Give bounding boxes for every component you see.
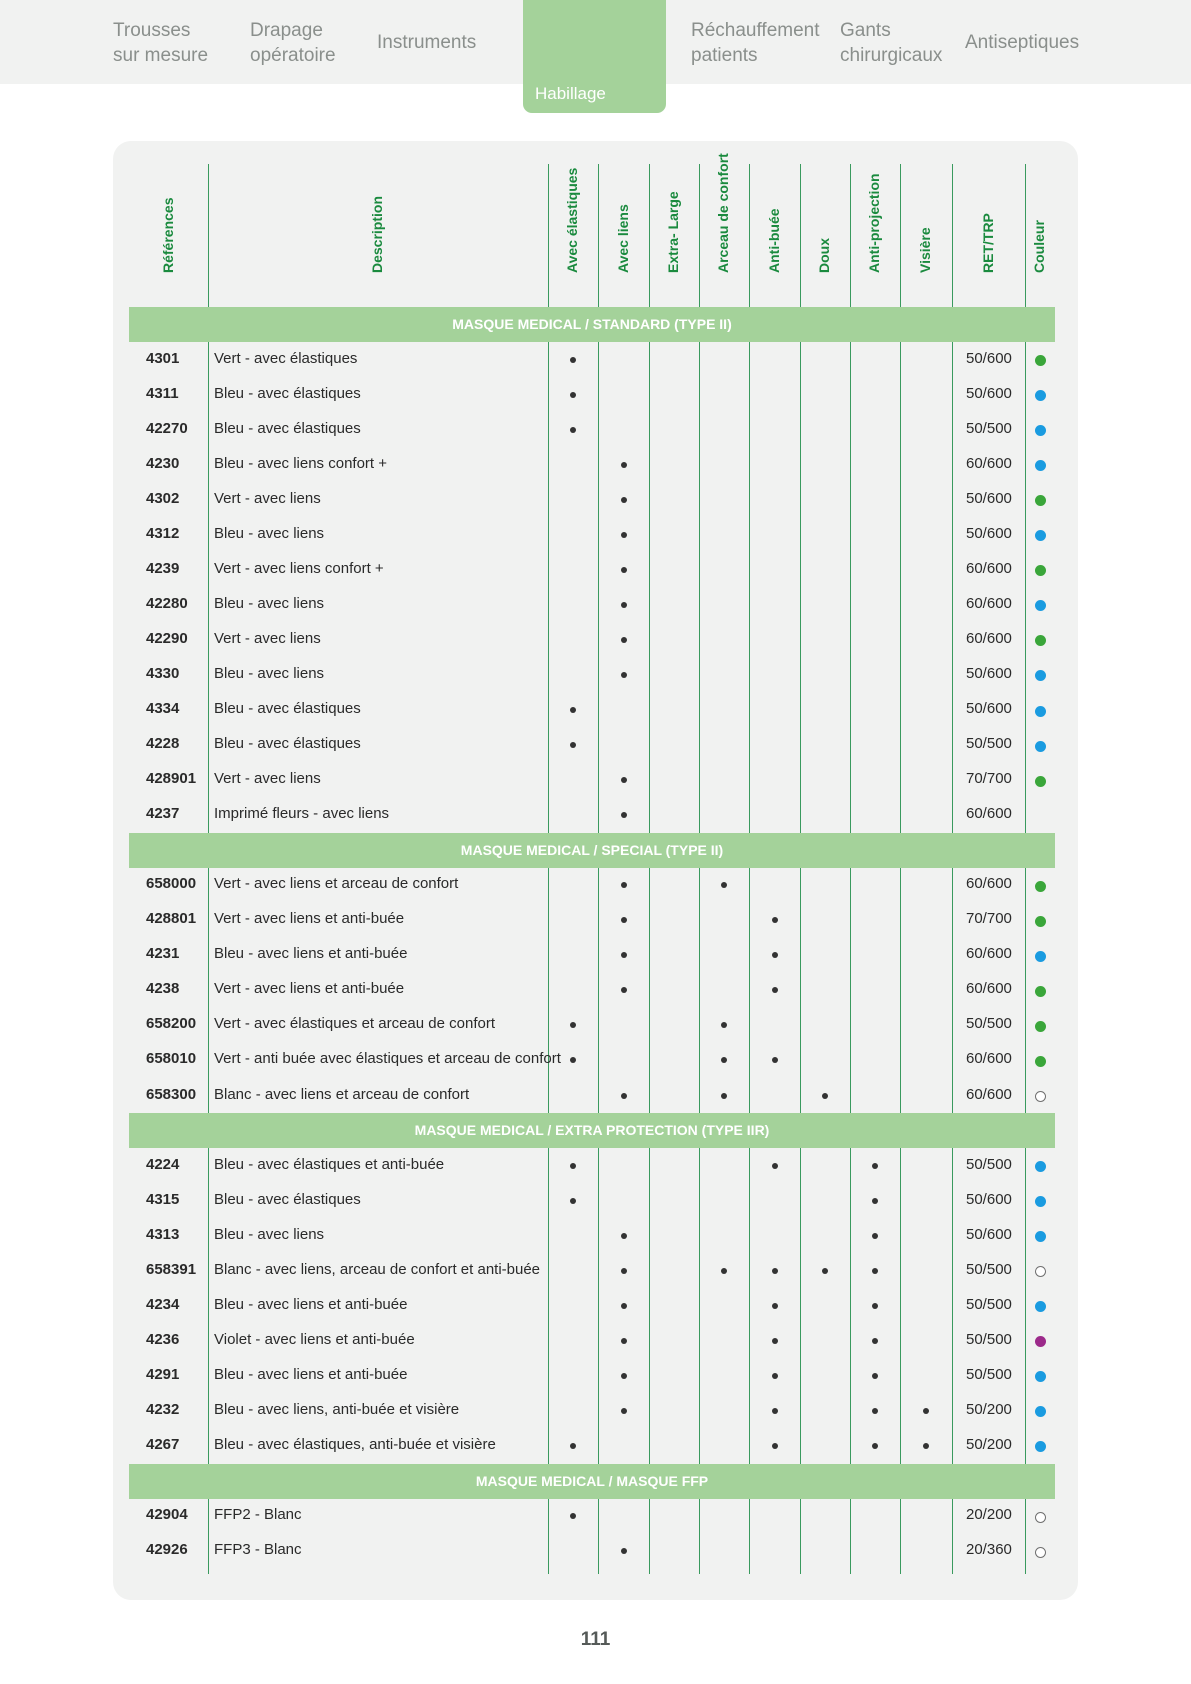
feature-dot: [621, 1303, 627, 1309]
column-rule: [1025, 164, 1026, 1574]
description-cell: Bleu - avec élastiques, anti-buée et visière: [214, 1435, 496, 1453]
feature-dot: [872, 1233, 878, 1239]
description-cell: Vert - avec liens et anti-buée: [214, 980, 405, 998]
feature-dot: [570, 357, 576, 363]
ret-trp-cell: 50/200: [966, 1400, 1012, 1418]
column-rule: [900, 164, 901, 1574]
feature-dot: [772, 1443, 778, 1449]
tab-rechauffement[interactable]: Réchauffement patients: [691, 20, 820, 66]
ret-trp-cell: 70/700: [966, 910, 1012, 928]
column-header: [208, 164, 548, 307]
ret-trp-cell: 50/500: [966, 1295, 1012, 1313]
column-rule: [850, 164, 851, 1574]
column-header: [129, 164, 208, 307]
tab-habillage-label: Habillage: [535, 84, 606, 103]
reference-cell: 4238: [146, 980, 180, 998]
ret-trp-cell: 60/600: [966, 875, 1012, 893]
color-swatch-vert: [1035, 1021, 1046, 1032]
ret-trp-cell: 50/500: [966, 1365, 1012, 1383]
feature-dot: [772, 1163, 778, 1169]
column-rule: [649, 164, 650, 1574]
ret-trp-cell: 60/600: [966, 1085, 1012, 1103]
feature-dot: [621, 1373, 627, 1379]
color-swatch-violet: [1035, 1336, 1046, 1347]
description-cell: Vert - avec élastiques: [214, 349, 358, 367]
color-swatch-bleu: [1035, 1231, 1046, 1242]
reference-cell: 658010: [146, 1050, 197, 1068]
feature-dot: [570, 1163, 576, 1169]
color-swatch-vert: [1035, 881, 1046, 892]
reference-cell: 4236: [146, 1330, 180, 1348]
ret-trp-cell: 60/600: [966, 1050, 1012, 1068]
reference-cell: 4232: [146, 1400, 180, 1418]
reference-cell: 42290: [146, 629, 188, 647]
column-header: [800, 164, 850, 307]
feature-dot: [621, 602, 627, 608]
feature-dot: [772, 1373, 778, 1379]
color-swatch-vert: [1035, 776, 1046, 787]
feature-dot: [872, 1268, 878, 1274]
ret-trp-cell: 50/600: [966, 1225, 1012, 1243]
feature-dot: [621, 1093, 627, 1099]
feature-dot: [822, 1268, 828, 1274]
ret-trp-cell: 60/600: [966, 559, 1012, 577]
ret-trp-cell: 50/600: [966, 489, 1012, 507]
tab-habillage[interactable]: [523, 0, 666, 113]
feature-dot: [621, 1233, 627, 1239]
feature-dot: [621, 497, 627, 503]
color-swatch-bleu: [1035, 390, 1046, 401]
description-cell: Bleu - avec liens: [214, 594, 325, 612]
feature-dot: [570, 1513, 576, 1519]
reference-cell: 658300: [146, 1085, 197, 1103]
description-cell: Vert - avec liens et arceau de confort: [214, 875, 459, 893]
feature-dot: [621, 1268, 627, 1274]
color-swatch-bleu: [1035, 741, 1046, 752]
description-cell: Bleu - avec liens: [214, 664, 325, 682]
column-header-label: Arceau de confort: [715, 153, 731, 273]
feature-dot: [570, 707, 576, 713]
ret-trp-cell: 50/200: [966, 1435, 1012, 1453]
column-header-label: Visière: [917, 227, 933, 273]
feature-dot: [621, 1408, 627, 1414]
reference-cell: 42904: [146, 1506, 188, 1524]
reference-cell: 4334: [146, 700, 180, 718]
column-header-label: Avec liens: [614, 204, 631, 273]
column-header-label: Couleur: [1031, 220, 1047, 273]
description-cell: Blanc - avec liens, arceau de confort et anti-buée: [214, 1260, 541, 1278]
column-header: [699, 153, 749, 307]
ret-trp-cell: 70/700: [966, 770, 1012, 788]
ret-trp-cell: 60/600: [966, 805, 1012, 823]
color-swatch-bleu: [1035, 1196, 1046, 1207]
color-swatch-vert: [1035, 916, 1046, 927]
color-swatch-bleu: [1035, 1371, 1046, 1382]
ret-trp-cell: 50/600: [966, 524, 1012, 542]
color-swatch-vert: [1035, 1056, 1046, 1067]
feature-dot: [923, 1408, 929, 1414]
color-swatch-bleu: [1035, 1301, 1046, 1312]
description-cell: FFP2 - Blanc: [214, 1506, 302, 1524]
ret-trp-cell: 50/500: [966, 419, 1012, 437]
feature-dot: [872, 1198, 878, 1204]
column-rule: [548, 164, 549, 1574]
reference-cell: 42280: [146, 594, 188, 612]
ret-trp-cell: 50/600: [966, 664, 1012, 682]
color-swatch-bleu: [1035, 1161, 1046, 1172]
tab-gants[interactable]: Gants chirurgicaux: [840, 20, 943, 66]
ret-trp-cell: 50/600: [966, 1190, 1012, 1208]
feature-dot: [872, 1303, 878, 1309]
feature-dot: [621, 532, 627, 538]
reference-cell: 4301: [146, 349, 180, 367]
color-swatch-vert: [1035, 495, 1046, 506]
column-header: [598, 164, 649, 307]
feature-dot: [872, 1373, 878, 1379]
ret-trp-cell: 50/500: [966, 1330, 1012, 1348]
column-header: [900, 164, 952, 307]
column-header-label: Description: [369, 195, 385, 273]
reference-cell: 4231: [146, 945, 180, 963]
color-swatch-blanc: [1035, 1091, 1046, 1102]
ret-trp-cell: 20/200: [966, 1506, 1012, 1524]
color-swatch-bleu: [1035, 1406, 1046, 1417]
color-swatch-blanc: [1035, 1512, 1046, 1523]
feature-dot: [772, 1303, 778, 1309]
feature-dot: [570, 392, 576, 398]
description-cell: Bleu - avec liens: [214, 524, 325, 542]
column-header-label: RET/TRP: [979, 213, 996, 273]
feature-dot: [570, 427, 576, 433]
description-cell: Blanc - avec liens et arceau de confort: [214, 1085, 470, 1103]
column-rule: [952, 164, 953, 1574]
reference-cell: 4312: [146, 524, 180, 542]
color-swatch-vert: [1035, 986, 1046, 997]
column-rule: [800, 164, 801, 1574]
description-cell: FFP3 - Blanc: [214, 1541, 302, 1559]
reference-cell: 428801: [146, 910, 197, 928]
reference-cell: 42270: [146, 419, 188, 437]
description-cell: Bleu - avec élastiques: [214, 1190, 361, 1208]
feature-dot: [621, 637, 627, 643]
ret-trp-cell: 50/500: [966, 735, 1012, 753]
reference-cell: 4267: [146, 1435, 180, 1453]
column-header: [749, 164, 800, 307]
reference-cell: 4330: [146, 664, 180, 682]
color-swatch-bleu: [1035, 670, 1046, 681]
reference-cell: 4228: [146, 735, 180, 753]
description-cell: Bleu - avec élastiques: [214, 384, 361, 402]
column-header: [952, 164, 1025, 307]
feature-dot: [621, 917, 627, 923]
description-cell: Imprimé fleurs - avec liens: [214, 805, 390, 823]
feature-dot: [621, 777, 627, 783]
color-swatch-bleu: [1035, 951, 1046, 962]
ret-trp-cell: 60/600: [966, 629, 1012, 647]
column-rule: [749, 164, 750, 1574]
description-cell: Bleu - avec liens et anti-buée: [214, 945, 408, 963]
description-cell: Vert - avec élastiques et arceau de confort: [214, 1015, 495, 1033]
reference-cell: 658000: [146, 875, 197, 893]
feature-dot: [772, 1408, 778, 1414]
feature-dot: [923, 1443, 929, 1449]
color-swatch-vert: [1035, 355, 1046, 366]
feature-dot: [570, 1198, 576, 1204]
column-header-label: Anti-buée: [765, 208, 782, 273]
feature-dot: [621, 987, 627, 993]
reference-cell: 4313: [146, 1225, 180, 1243]
feature-dot: [621, 1338, 627, 1344]
column-header-label: Avec élastiques: [564, 167, 580, 273]
description-cell: Vert - avec liens et anti-buée: [214, 910, 405, 928]
feature-dot: [872, 1408, 878, 1414]
color-swatch-bleu: [1035, 425, 1046, 436]
feature-dot: [772, 952, 778, 958]
ret-trp-cell: 20/360: [966, 1541, 1012, 1559]
feature-dot: [872, 1443, 878, 1449]
ret-trp-cell: 50/600: [966, 384, 1012, 402]
section-header: MASQUE MEDICAL / MASQUE FFP: [129, 1464, 1055, 1499]
reference-cell: 428901: [146, 770, 197, 788]
feature-dot: [721, 1093, 727, 1099]
feature-dot: [621, 1548, 627, 1554]
column-header-label: Anti-projection: [866, 173, 882, 273]
feature-dot: [621, 812, 627, 818]
color-swatch-bleu: [1035, 1441, 1046, 1452]
ret-trp-cell: 50/500: [966, 1155, 1012, 1173]
ret-trp-cell: 50/600: [966, 700, 1012, 718]
reference-cell: 42926: [146, 1541, 188, 1559]
color-swatch-bleu: [1035, 600, 1046, 611]
reference-cell: 4302: [146, 489, 180, 507]
column-rule: [208, 164, 209, 1574]
ret-trp-cell: 60/600: [966, 980, 1012, 998]
description-cell: Vert - anti buée avec élastiques et arceau de confort: [214, 1050, 561, 1068]
reference-cell: 658200: [146, 1015, 197, 1033]
description-cell: Bleu - avec liens et anti-buée: [214, 1295, 408, 1313]
column-header: [548, 164, 598, 307]
reference-cell: 658391: [146, 1260, 197, 1278]
section-header: MASQUE MEDICAL / SPECIAL (TYPE II): [129, 833, 1055, 868]
description-cell: Bleu - avec liens confort +: [214, 454, 388, 472]
color-swatch-blanc: [1035, 1266, 1046, 1277]
feature-dot: [872, 1338, 878, 1344]
description-cell: Bleu - avec liens, anti-buée et visière: [214, 1400, 460, 1418]
color-swatch-blanc: [1035, 1547, 1046, 1558]
feature-dot: [772, 917, 778, 923]
feature-dot: [872, 1163, 878, 1169]
reference-cell: 4311: [146, 384, 179, 402]
description-cell: Bleu - avec liens et anti-buée: [214, 1365, 408, 1383]
description-cell: Vert - avec liens: [214, 770, 321, 788]
page-number: 111: [580, 1629, 611, 1650]
reference-cell: 4237: [146, 805, 180, 823]
description-cell: Vert - avec liens: [214, 629, 321, 647]
section-header: MASQUE MEDICAL / EXTRA PROTECTION (TYPE IIR): [129, 1113, 1055, 1148]
color-swatch-bleu: [1035, 460, 1046, 471]
tab-instruments[interactable]: Instruments: [377, 32, 477, 53]
ret-trp-cell: 50/600: [966, 349, 1012, 367]
color-swatch-vert: [1035, 565, 1046, 576]
column-header: [850, 164, 900, 307]
column-rule: [598, 164, 599, 1574]
description-cell: Bleu - avec élastiques: [214, 700, 361, 718]
description-cell: Violet - avec liens et anti-buée: [214, 1330, 415, 1348]
feature-dot: [772, 987, 778, 993]
column-header: [649, 164, 699, 307]
ret-trp-cell: 60/600: [966, 594, 1012, 612]
tab-drapage[interactable]: Drapage opératoire: [250, 20, 336, 66]
description-cell: Bleu - avec liens: [214, 1225, 325, 1243]
reference-cell: 4230: [146, 454, 180, 472]
column-rule: [699, 164, 700, 1574]
feature-dot: [772, 1338, 778, 1344]
column-header-label: Extra- Large: [665, 191, 681, 273]
reference-cell: 4239: [146, 559, 180, 577]
ret-trp-cell: 60/600: [966, 945, 1012, 963]
tab-trousses[interactable]: Trousses sur mesure: [113, 20, 209, 66]
feature-dot: [621, 567, 627, 573]
column-header: [1025, 164, 1055, 307]
description-cell: Vert - avec liens confort +: [214, 559, 384, 577]
column-header-label: Références: [159, 197, 176, 273]
description-cell: Bleu - avec élastiques: [214, 735, 361, 753]
ret-trp-cell: 60/600: [966, 454, 1012, 472]
color-swatch-bleu: [1035, 706, 1046, 717]
color-swatch-bleu: [1035, 530, 1046, 541]
description-cell: Bleu - avec élastiques et anti-buée: [214, 1155, 445, 1173]
reference-cell: 4224: [146, 1155, 180, 1173]
feature-dot: [822, 1093, 828, 1099]
section-header: MASQUE MEDICAL / STANDARD (TYPE II): [129, 307, 1055, 342]
feature-dot: [721, 1268, 727, 1274]
reference-cell: 4291: [146, 1365, 180, 1383]
ret-trp-cell: 50/500: [966, 1015, 1012, 1033]
feature-dot: [772, 1268, 778, 1274]
reference-cell: 4315: [146, 1190, 180, 1208]
description-cell: Vert - avec liens: [214, 489, 321, 507]
column-header-label: Doux: [816, 238, 832, 273]
feature-dot: [621, 952, 627, 958]
tab-antiseptiques[interactable]: Antiseptiques: [965, 32, 1080, 53]
feature-dot: [621, 882, 627, 888]
feature-dot: [621, 462, 627, 468]
feature-dot: [621, 672, 627, 678]
ret-trp-cell: 50/500: [966, 1260, 1012, 1278]
description-cell: Bleu - avec élastiques: [214, 419, 361, 437]
feature-dot: [570, 1443, 576, 1449]
color-swatch-vert: [1035, 635, 1046, 646]
reference-cell: 4234: [146, 1295, 180, 1313]
